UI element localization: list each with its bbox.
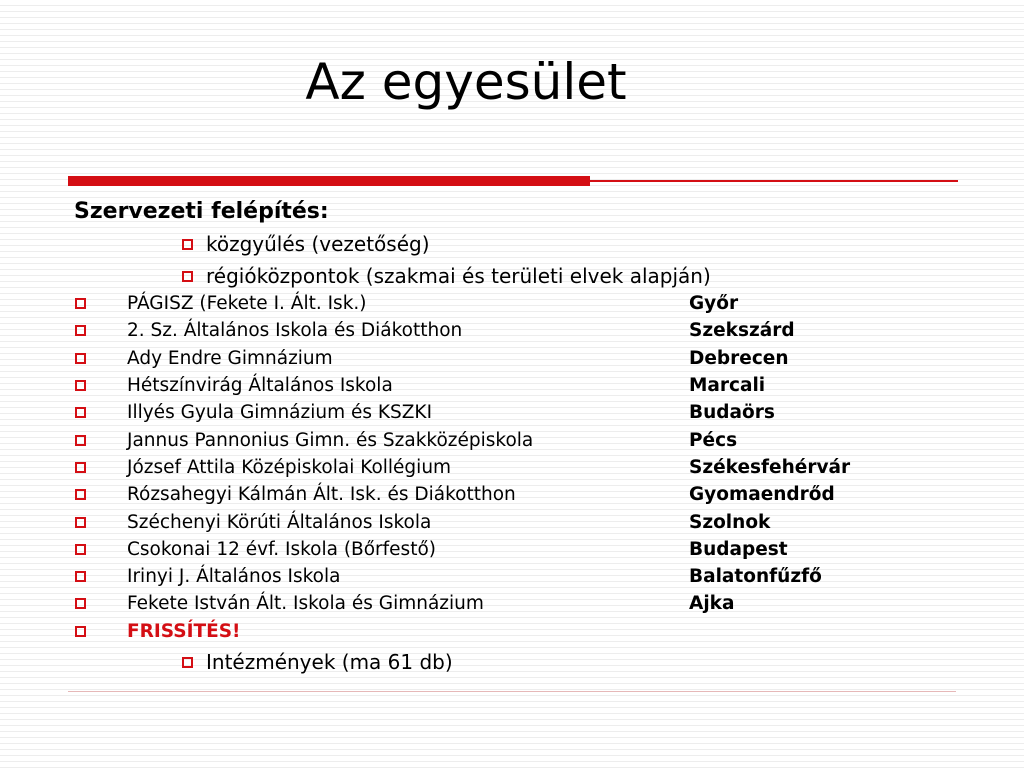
school-name: Hétszínvirág Általános Iskola <box>127 375 393 397</box>
square-bullet-icon <box>75 325 86 336</box>
sub-item-general-assembly <box>182 229 430 259</box>
list-item <box>75 345 789 372</box>
school-name: Irinyi J. Általános Iskola <box>127 566 341 588</box>
list-item <box>75 399 775 426</box>
city-name: Szekszárd <box>689 320 795 342</box>
school-name: Széchenyi Körúti Általános Iskola <box>127 511 432 533</box>
city-name: Ajka <box>689 593 735 615</box>
school-name: Rózsahegyi Kálmán Ált. Isk. és Diákotthon <box>127 484 516 506</box>
sub-item-regional-centers <box>182 261 711 291</box>
square-bullet-icon <box>182 271 193 282</box>
school-name: Illyés Gyula Gimnázium és KSZKI <box>127 402 433 424</box>
city-name: Győr <box>689 293 739 315</box>
school-name: Csokonai 12 évf. Iskola (Bőrfestő) <box>127 538 436 560</box>
school-name: PÁGISZ (Fekete I. Ált. Isk.) <box>127 293 367 315</box>
school-name: Ady Endre Gimnázium <box>127 347 333 369</box>
list-item <box>75 536 788 563</box>
regional-center-list <box>75 290 851 645</box>
list-item <box>75 290 739 317</box>
sub-item-label: közgyűlés (vezetőség) <box>206 232 430 256</box>
sub-item-label: Intézmények (ma 61 db) <box>206 650 453 674</box>
section-heading: Szervezeti felépítés: <box>74 199 329 224</box>
school-name: József Attila Középiskolai Kollégium <box>127 456 452 478</box>
square-bullet-icon <box>75 626 86 637</box>
update-label: FRISSÍTÉS! <box>127 620 241 642</box>
title-underline-thin <box>590 180 958 182</box>
list-item <box>75 426 738 453</box>
city-name: Balatonfűzfő <box>689 566 822 588</box>
city-name: Marcali <box>689 375 766 397</box>
city-name: Budapest <box>689 538 788 560</box>
list-item <box>75 317 795 344</box>
list-item <box>75 372 766 399</box>
square-bullet-icon <box>75 462 86 473</box>
list-item-update <box>75 618 241 645</box>
school-name: 2. Sz. Általános Iskola és Diákotthon <box>127 320 463 342</box>
city-name: Budaörs <box>689 402 775 424</box>
square-bullet-icon <box>75 489 86 500</box>
school-name: Fekete István Ált. Iskola és Gimnázium <box>127 593 484 615</box>
square-bullet-icon <box>75 517 86 528</box>
city-name: Székesfehérvár <box>689 456 851 478</box>
sub-item-label: régióközpontok (szakmai és területi elvek alapján) <box>206 264 711 288</box>
square-bullet-icon <box>75 298 86 309</box>
square-bullet-icon <box>75 407 86 418</box>
city-name: Szolnok <box>689 511 771 533</box>
city-name: Debrecen <box>689 347 789 369</box>
footer-divider <box>68 691 956 692</box>
list-item <box>75 481 835 508</box>
square-bullet-icon <box>182 657 193 668</box>
title-underline-thick <box>68 176 590 186</box>
square-bullet-icon <box>182 239 193 250</box>
square-bullet-icon <box>75 571 86 582</box>
square-bullet-icon <box>75 435 86 446</box>
city-name: Gyomaendrőd <box>689 484 835 506</box>
square-bullet-icon <box>75 544 86 555</box>
square-bullet-icon <box>75 598 86 609</box>
school-name: Jannus Pannonius Gimn. és Szakközépiskola <box>127 429 534 451</box>
list-item <box>75 590 735 617</box>
slide-title: Az egyesület <box>305 53 627 111</box>
list-item <box>75 508 771 535</box>
square-bullet-icon <box>75 353 86 364</box>
sub-item-institutions <box>182 647 453 677</box>
list-item <box>75 454 851 481</box>
square-bullet-icon <box>75 380 86 391</box>
city-name: Pécs <box>689 429 738 451</box>
list-item <box>75 563 822 590</box>
